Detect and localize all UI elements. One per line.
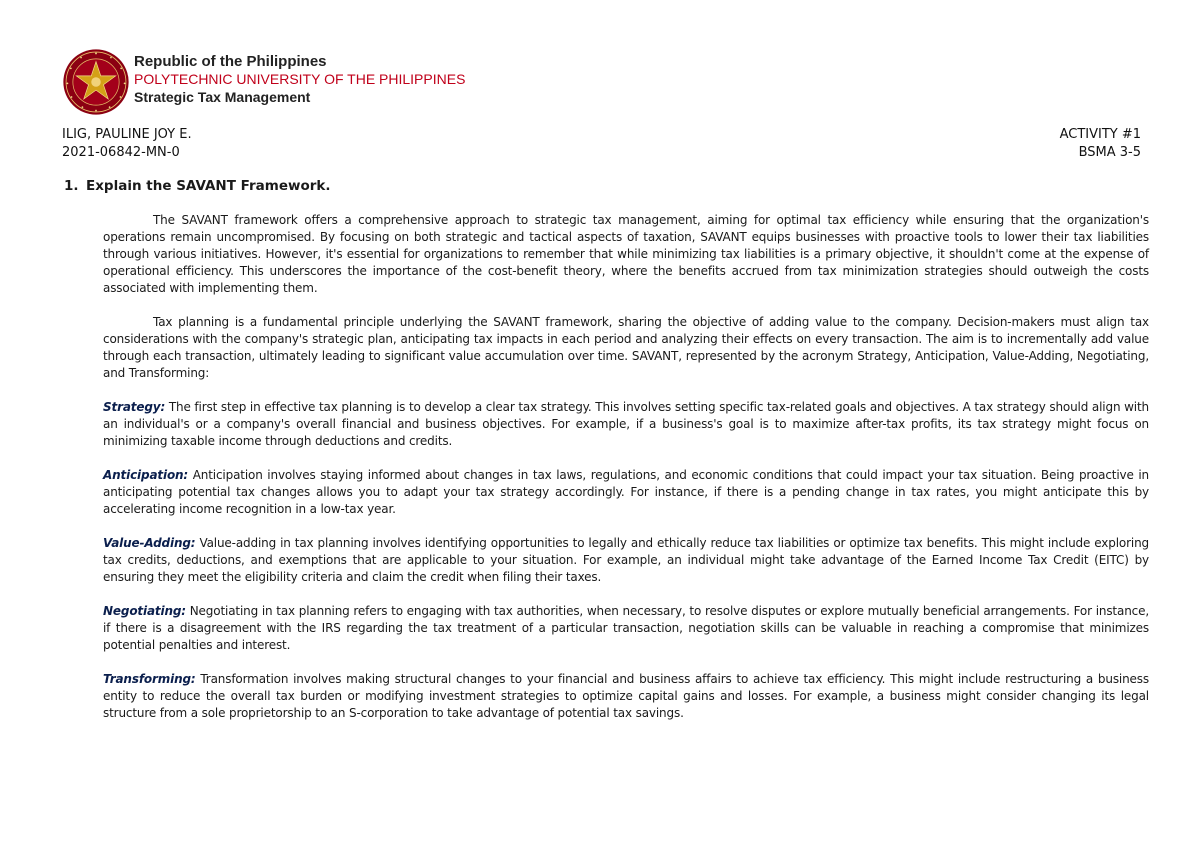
term-label: Transforming: bbox=[103, 672, 196, 686]
term-text: Negotiating in tax planning refers to engaging with tax authorities, when necessary, to resolve disputes or explore mutually beneficial arrangements. For instance, if there is a disagreement with the IRS regarding the tax treatment of a particular transaction, negotiation skills can be valuable in reaching a compromise that minimizes potential penalties and interest. bbox=[103, 604, 1149, 652]
activity-number: ACTIVITY #1 bbox=[1059, 127, 1141, 142]
header-course: Strategic Tax Management bbox=[134, 89, 311, 105]
section: BSMA 3-5 bbox=[1078, 145, 1141, 160]
term-label: Anticipation: bbox=[103, 468, 189, 482]
paragraph-tax-planning: Tax planning is a fundamental principle underlying the SAVANT framework, sharing the objective of adding value to the company. Decision-makers must align tax considerations with the company's strategic plan, anticipating tax impacts in each period and analyzing their effects on every transaction. The aim is to incrementally add value through each transaction, ultimately leading to significant value accumulation over time. SAVANT, represented by the acronym Strategy, Anticipation, Value-Adding, Negotiating, and Transforming: bbox=[103, 315, 1149, 380]
term-value-adding bbox=[103, 535, 1149, 586]
header-republic: Republic of the Philippines bbox=[134, 53, 327, 70]
term-text: Transformation involves making structural changes to your financial and business affairs to achieve tax efficiency. This might include restructuring a business entity to reduce the overall tax burden or modifying investment strategies to optimize capital gains and losses. For example, a business might consider changing its legal structure from a sole proprietorship to an S-corporation to take advantage of potential tax savings. bbox=[103, 672, 1149, 720]
term-transforming bbox=[103, 671, 1149, 722]
question-heading bbox=[64, 178, 331, 194]
question-number: 1. bbox=[64, 178, 79, 194]
term-label: Value-Adding: bbox=[103, 536, 196, 550]
term-text: Anticipation involves staying informed about changes in tax laws, regulations, and economic conditions that could impact your tax situation. Being proactive in anticipating potential tax changes allows you to adapt your tax strategy accordingly. For instance, if there is a pending change in tax rates, you might anticipate this by accelerating income recognition in a low-tax year. bbox=[103, 468, 1149, 516]
pup-seal-icon bbox=[62, 48, 130, 116]
student-id: 2021-06842-MN-0 bbox=[62, 145, 180, 160]
term-label: Strategy: bbox=[103, 400, 166, 414]
term-text: Value-adding in tax planning involves identifying opportunities to legally and ethically reduce tax liabilities or optimize tax benefits. This might include exploring tax credits, deductions, and exemptions that are applicable to your situation. For example, an individual might take advantage of the Earned Income Tax Credit (EITC) by ensuring they meet the eligibility criteria and claim the credit when filing their taxes. bbox=[103, 536, 1149, 584]
term-label: Negotiating: bbox=[103, 604, 186, 618]
term-anticipation bbox=[103, 467, 1149, 518]
term-text: The first step in effective tax planning is to develop a clear tax strategy. This involves setting specific tax-related goals and objectives. A tax strategy should align with an individual's or a company's overall financial and business objectives. For example, if a business's goal is to maximize after-tax profits, its tax strategy might focus on minimizing taxable income through deductions and credits. bbox=[103, 400, 1149, 448]
term-strategy bbox=[103, 399, 1149, 450]
question-text: Explain the SAVANT Framework. bbox=[86, 178, 331, 194]
student-name: ILIG, PAULINE JOY E. bbox=[62, 127, 192, 142]
header-university: POLYTECHNIC UNIVERSITY OF THE PHILIPPINES bbox=[134, 71, 466, 87]
term-negotiating bbox=[103, 603, 1149, 654]
paragraph-intro: The SAVANT framework offers a comprehensive approach to strategic tax management, aiming for optimal tax efficiency while ensuring that the organization's operations remain uncompromised. By focusing on both strategic and tactical aspects of taxation, SAVANT equips businesses with proactive tools to lower their tax liabilities through various initiatives. However, it's essential for organizations to remember that while minimizing tax liabilities is a primary objective, it shouldn't come at the expense of operational efficiency. This underscores the importance of the cost-benefit theory, where the benefits accrued from tax minimization strategies should outweigh the costs associated with implementing them. bbox=[103, 213, 1149, 295]
answer-body bbox=[103, 212, 1149, 739]
